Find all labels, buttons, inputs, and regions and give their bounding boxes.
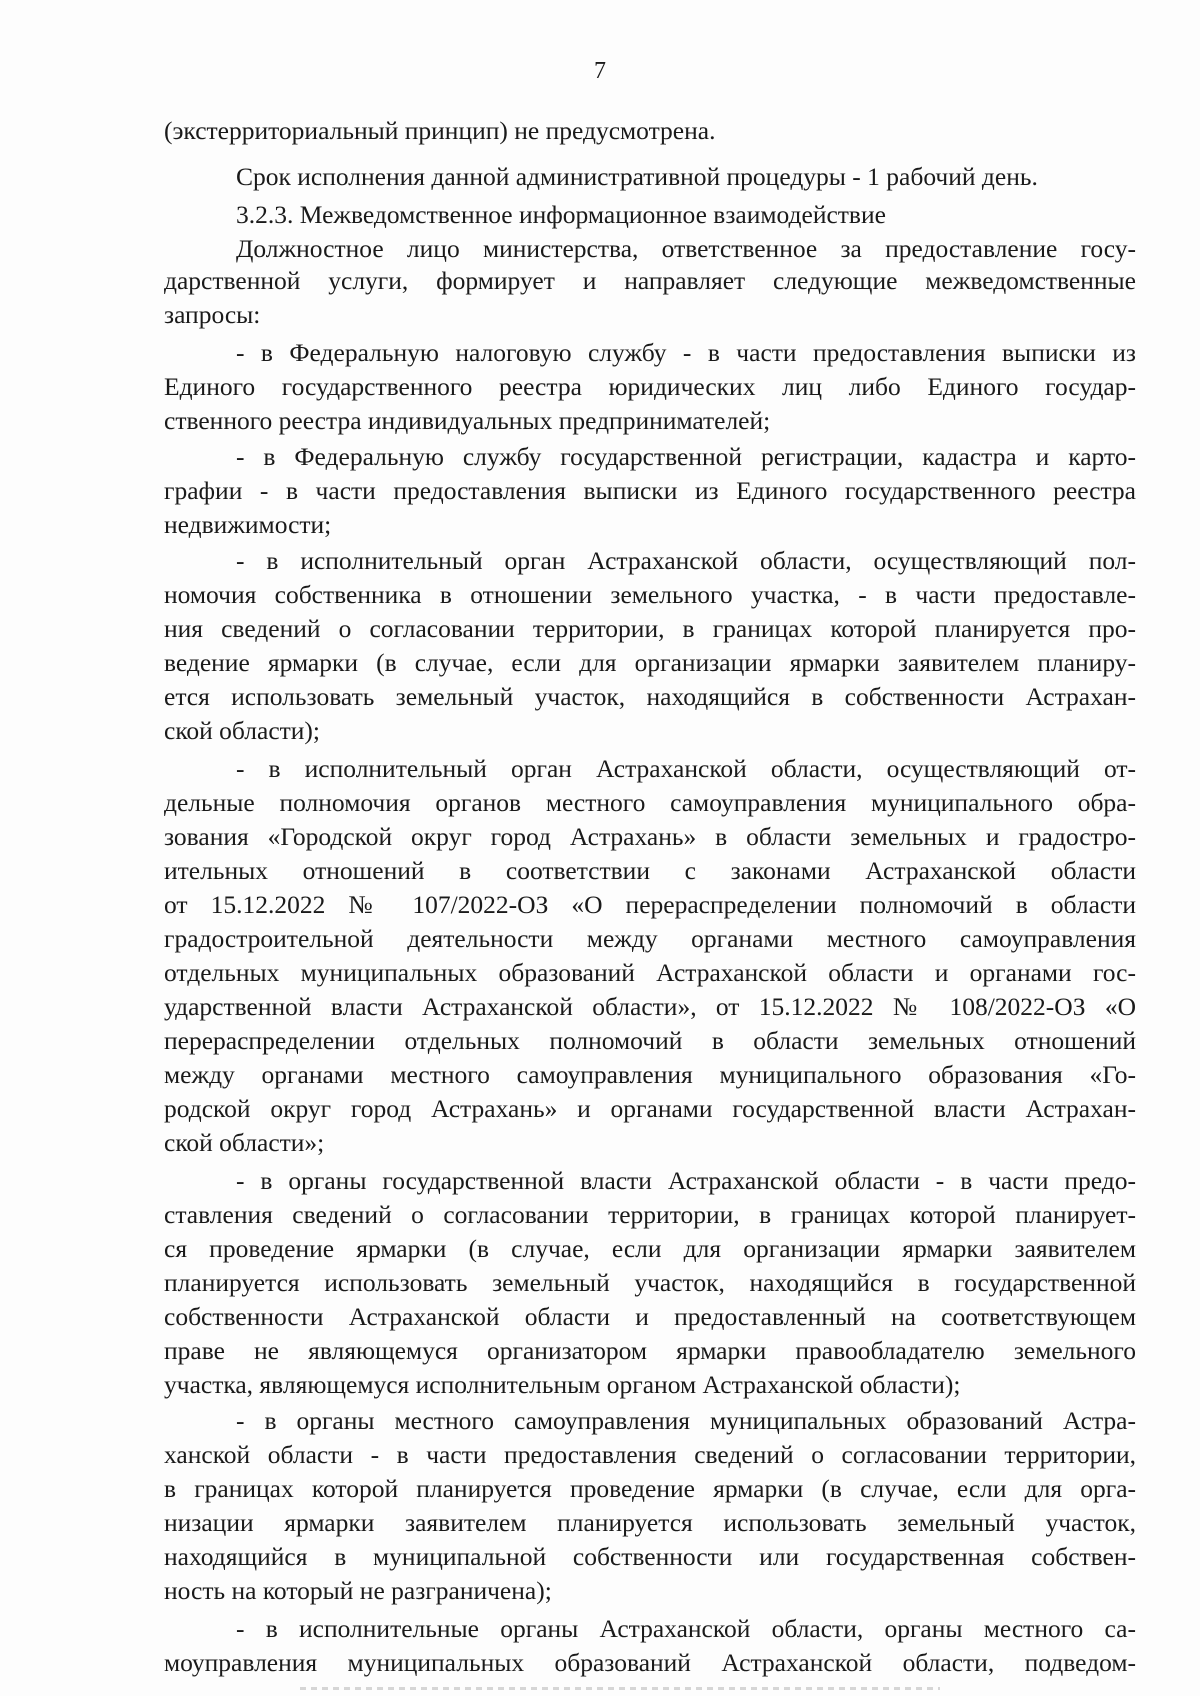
text-line: ханской области - в части предоставления сведений о согласовании территории, (164, 1440, 1136, 1469)
text-line: - в органы государственной власти Астраханской области - в части предо- (236, 1166, 1136, 1195)
text-line: Должностное лицо министерства, ответственное за предоставление госу- (236, 234, 1136, 263)
text-line: градостроительной деятельности между органами местного самоуправления (164, 924, 1136, 953)
text-line: зования «Городской округ город Астрахань» в области земельных и градостро- (164, 822, 1136, 851)
text-line: ской области); (164, 716, 321, 745)
text-line: низации ярмарки заявителем планируется использовать земельный участок, (164, 1508, 1136, 1537)
text-line: ударственной власти Астраханской области», от 15.12.2022 № 108/2022-ОЗ «О (164, 992, 1136, 1021)
text-line: дарственной услуги, формирует и направляет следующие межведомственные (164, 266, 1136, 295)
text-line: - в Федеральную службу государственной регистрации, кадастра и карто- (236, 442, 1136, 471)
text-line: ведение ярмарки (в случае, если для организации ярмарки заявителем планиру- (164, 648, 1136, 677)
text-line: от 15.12.2022 № 107/2022-ОЗ «О перераспределении полномочий в области (164, 890, 1136, 919)
text-line: ся проведение ярмарки (в случае, если для организации ярмарки заявителем (164, 1234, 1136, 1263)
text-line: ской области»; (164, 1128, 325, 1157)
text-line: ительных отношений в соответствии с законами Астраханской области (164, 856, 1136, 885)
text-line: ется использовать земельный участок, находящийся в собственности Астрахан- (164, 682, 1136, 711)
text-line: ность на который не разграничена); (164, 1576, 552, 1605)
page-number: 7 (594, 58, 606, 84)
text-line: в границах которой планируется проведение ярмарки (в случае, если для орга- (164, 1474, 1136, 1503)
text-line: 3.2.3. Межведомственное информационное взаимодействие (236, 200, 886, 229)
text-line: дельные полномочия органов местного самоуправления муниципального обра- (164, 788, 1136, 817)
text-line: графии - в части предоставления выписки из Единого государственного реестра (164, 476, 1136, 505)
text-line: собственности Астраханской области и предоставленный на соответствующем (164, 1302, 1136, 1331)
text-line: Срок исполнения данной административной процедуры - 1 рабочий день. (236, 162, 1038, 191)
text-line: - в органы местного самоуправления муниципальных образований Астра- (236, 1406, 1136, 1435)
scan-artifact (300, 1687, 940, 1690)
text-line: моуправления муниципальных образований Астраханской области, подведом- (164, 1648, 1136, 1677)
text-line: - в исполнительный орган Астраханской области, осуществляющий от- (236, 754, 1136, 783)
text-line: ния сведений о согласовании территории, в границах которой планируется про- (164, 614, 1136, 643)
text-line: перераспределении отдельных полномочий в области земельных отношений (164, 1026, 1136, 1055)
text-line: (экстерриториальный принцип) не предусмотрена. (164, 116, 716, 145)
text-line: запросы: (164, 300, 261, 329)
text-line: между органами местного самоуправления муниципального образования «Го- (164, 1060, 1136, 1089)
text-line: ственного реестра индивидуальных предпринимателей; (164, 406, 771, 435)
text-line: находящийся в муниципальной собственности или государственная собствен- (164, 1542, 1136, 1571)
text-line: отдельных муниципальных образований Астраханской области и органами гос- (164, 958, 1136, 987)
text-line: ставления сведений о согласовании территории, в границах которой планирует- (164, 1200, 1136, 1229)
text-line: праве не являющемуся организатором ярмарки правообладателю земельного (164, 1336, 1136, 1365)
text-line: Единого государственного реестра юридических лиц либо Единого государ- (164, 372, 1136, 401)
text-line: - в исполнительные органы Астраханской области, органы местного са- (236, 1614, 1136, 1643)
text-line: планируется использовать земельный участок, находящийся в государственной (164, 1268, 1136, 1297)
text-line: родской округ город Астрахань» и органами государственной власти Астрахан- (164, 1094, 1136, 1123)
text-line: участка, являющемуся исполнительным органом Астраханской области); (164, 1370, 961, 1399)
text-line: - в Федеральную налоговую службу - в части предоставления выписки из (236, 338, 1136, 367)
text-line: недвижимости; (164, 510, 332, 539)
text-line: номочия собственника в отношении земельного участка, - в части предоставле- (164, 580, 1136, 609)
text-line: - в исполнительный орган Астраханской области, осуществляющий пол- (236, 546, 1136, 575)
